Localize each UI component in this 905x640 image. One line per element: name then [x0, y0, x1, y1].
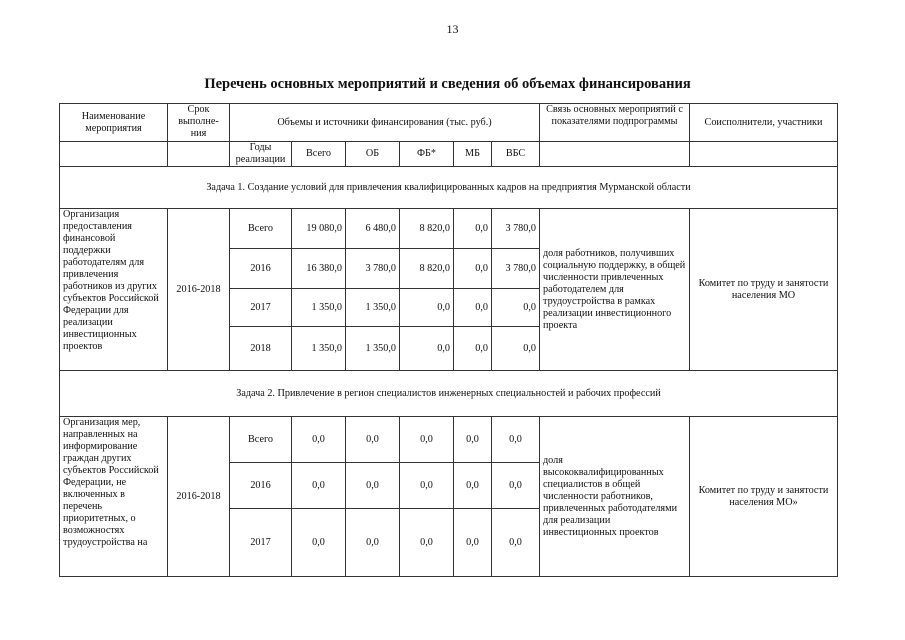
- cell-total: 1 350,0: [292, 327, 346, 371]
- header-volumes: Объемы и источники финансирования (тыс. руб.): [230, 104, 540, 142]
- cell-year: 2017: [230, 509, 292, 577]
- cell-ob: 1 350,0: [346, 289, 400, 327]
- cell-total: 16 380,0: [292, 249, 346, 289]
- cell-mb: 0,0: [454, 509, 492, 577]
- cell-mb: 0,0: [454, 327, 492, 371]
- cell-vbs: 0,0: [492, 289, 540, 327]
- event-1-name: Организация предоставления финансовой поддержки работодателям для привлечения работников из других субъектов Российской Федерации для реализации инвестиционных проектов: [60, 209, 168, 371]
- cell-total: 0,0: [292, 417, 346, 463]
- task-2-label: Задача 2. Привлечение в регион специалистов инженерных специальностей и рабочих профессий: [60, 371, 838, 417]
- cell-fb: 0,0: [400, 327, 454, 371]
- cell-vbs: 3 780,0: [492, 249, 540, 289]
- cell-ob: 6 480,0: [346, 209, 400, 249]
- cell-mb: 0,0: [454, 289, 492, 327]
- cell-mb: 0,0: [454, 417, 492, 463]
- cell-year: 2016: [230, 463, 292, 509]
- event-2-coexec: Комитет по труду и занятости населения МО»: [690, 417, 838, 577]
- table-row: [60, 417, 838, 463]
- event-2-period: 2016-2018: [168, 417, 230, 577]
- cell-vbs: 3 780,0: [492, 209, 540, 249]
- cell-fb: 8 820,0: [400, 209, 454, 249]
- header-fb: ФБ*: [400, 142, 454, 167]
- event-1-link: доля работников, получивших социальную поддержку, в общей численности привлеченных работодателем для трудоустройства в рамках реализации инвестиционного проекта: [540, 209, 690, 371]
- header-total: Всего: [292, 142, 346, 167]
- cell-mb: 0,0: [454, 209, 492, 249]
- cell-vbs: 0,0: [492, 417, 540, 463]
- cell-ob: 0,0: [346, 463, 400, 509]
- header-empty-1: [60, 142, 168, 167]
- cell-year: 2016: [230, 249, 292, 289]
- cell-total: 19 080,0: [292, 209, 346, 249]
- header-mb: МБ: [454, 142, 492, 167]
- cell-ob: 0,0: [346, 509, 400, 577]
- cell-total: 0,0: [292, 509, 346, 577]
- cell-fb: 0,0: [400, 417, 454, 463]
- header-coexec: Соисполнители, участники: [690, 104, 838, 142]
- financing-table: [59, 103, 838, 577]
- header-vbs: ВБС: [492, 142, 540, 167]
- cell-fb: 0,0: [400, 289, 454, 327]
- header-empty-2: [168, 142, 230, 167]
- cell-fb: 0,0: [400, 509, 454, 577]
- header-name: Наименование мероприятия: [60, 104, 168, 142]
- cell-vbs: 0,0: [492, 463, 540, 509]
- cell-total: 0,0: [292, 463, 346, 509]
- cell-vbs: 0,0: [492, 327, 540, 371]
- event-2-name: Организация мер, направленных на информирование граждан других субъектов Российской Федерации, не включенных в перечень приоритетных, о возможностях трудоустройства на: [60, 417, 168, 577]
- cell-year: 2017: [230, 289, 292, 327]
- cell-year: Всего: [230, 209, 292, 249]
- header-period: Срок выполне-ния: [168, 104, 230, 142]
- cell-vbs: 0,0: [492, 509, 540, 577]
- cell-ob: 0,0: [346, 417, 400, 463]
- task-row: [60, 371, 838, 417]
- event-1-period: 2016-2018: [168, 209, 230, 371]
- document-title: Перечень основных мероприятий и сведения об объемах финансирования: [204, 76, 691, 92]
- page-number: 13: [446, 22, 459, 36]
- header-row-2: [60, 142, 838, 167]
- cell-fb: 8 820,0: [400, 249, 454, 289]
- header-empty-3: [540, 142, 690, 167]
- header-years: Годы реализации: [230, 142, 292, 167]
- table-row: [60, 209, 838, 249]
- cell-ob: 1 350,0: [346, 327, 400, 371]
- cell-year: Всего: [230, 417, 292, 463]
- cell-mb: 0,0: [454, 463, 492, 509]
- cell-total: 1 350,0: [292, 289, 346, 327]
- header-empty-4: [690, 142, 838, 167]
- cell-fb: 0,0: [400, 463, 454, 509]
- header-link: Связь основных мероприятий с показателями подпрограммы: [540, 104, 690, 142]
- cell-mb: 0,0: [454, 249, 492, 289]
- event-1-coexec: Комитет по труду и занятости населения МО: [690, 209, 838, 371]
- header-ob: ОБ: [346, 142, 400, 167]
- event-2-link: доля высококвалифицированных специалистов в общей численности работников, привлеченных работодателями для реализации инвестиционных проектов: [540, 417, 690, 577]
- cell-year: 2018: [230, 327, 292, 371]
- header-row-1: [60, 104, 838, 142]
- cell-ob: 3 780,0: [346, 249, 400, 289]
- task-row: [60, 167, 838, 209]
- task-1-label: Задача 1. Создание условий для привлечения квалифицированных кадров на предприятия Мурманской области: [60, 167, 838, 209]
